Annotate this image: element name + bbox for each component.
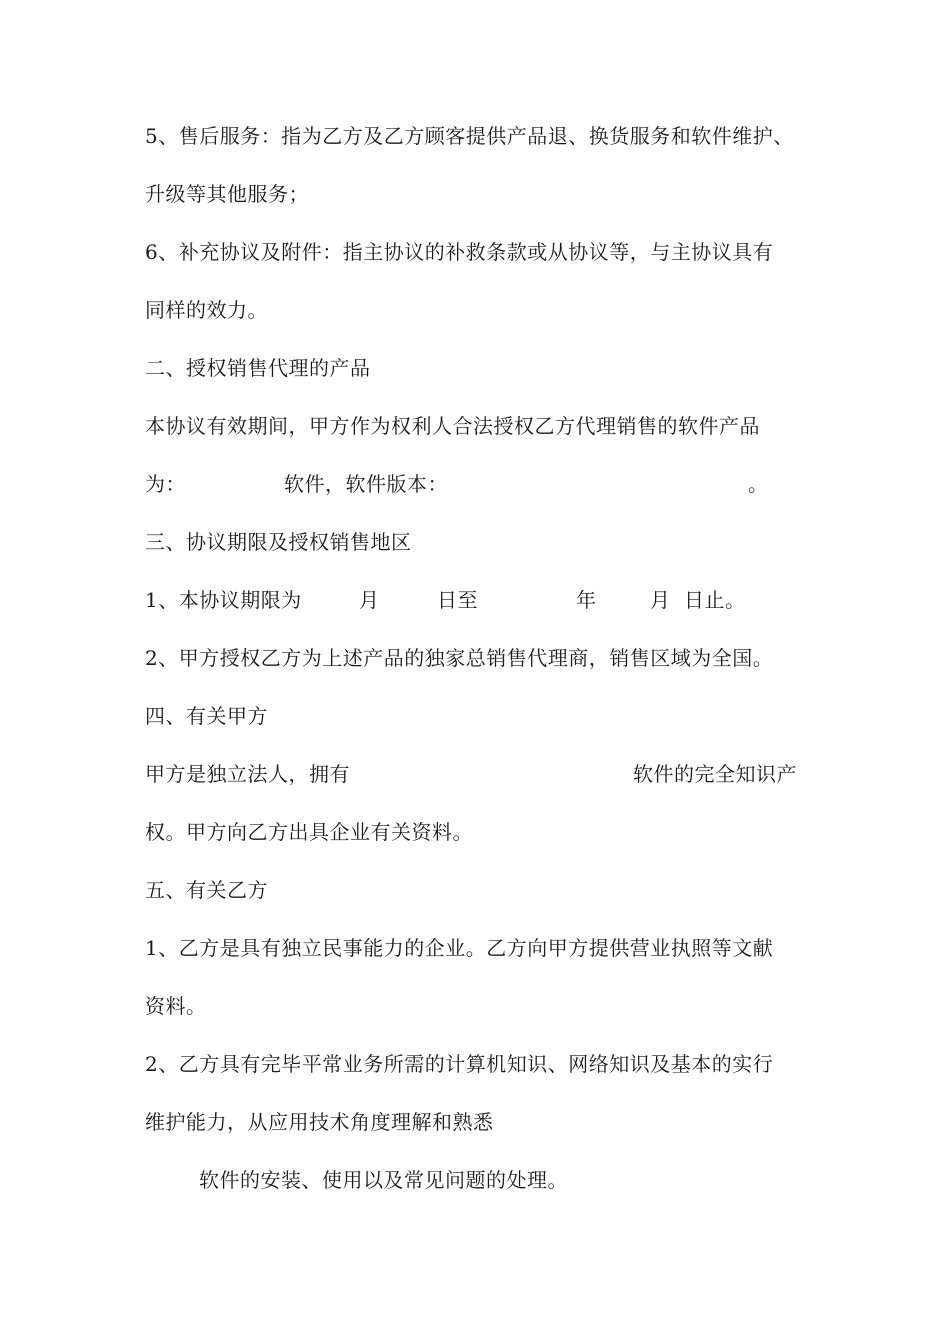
paragraph-line-party-b-2: 2、乙方具有完毕平常业务所需的计算机知识、网络知识及基本的实行 <box>145 1052 774 1076</box>
section-heading-party-a: 四、有关甲方 <box>145 704 268 728</box>
paragraph-line-region: 2、甲方授权乙方为上述产品的独家总销售代理商，销售区域为全国。 <box>145 646 774 670</box>
term-month-2: 月 <box>650 588 671 612</box>
paragraph-line-after-sales-cont: 升级等其他服务； <box>145 182 309 206</box>
section-heading-products: 二、授权销售代理的产品 <box>145 356 371 380</box>
paragraph-line-supplement: 6、补充协议及附件：指主协议的补救条款或从协议等，与主协议具有 <box>145 240 774 264</box>
term-day-2: 日止。 <box>684 588 746 612</box>
paragraph-line-party-b-2-cont: 维护能力，从应用技术角度理解和熟悉 <box>145 1110 494 1134</box>
term-prefix: 1、本协议期限为 <box>145 588 302 612</box>
product-period: 。 <box>748 472 769 496</box>
term-day-1: 日至 <box>437 588 478 612</box>
product-software-label: 软件，软件版本： <box>284 472 448 496</box>
paragraph-line-supplement-cont: 同样的效力。 <box>145 298 268 322</box>
paragraph-line-after-sales: 5、售后服务：指为乙方及乙方顾客提供产品退、换货服务和软件维护、 <box>145 124 794 148</box>
term-month-1: 月 <box>359 588 380 612</box>
paragraph-line-party-b-1-cont: 资料。 <box>145 994 207 1018</box>
section-heading-term: 三、协议期限及授权销售地区 <box>145 530 412 554</box>
paragraph-line-party-a-cont: 权。甲方向乙方出具企业有关资料。 <box>145 820 473 844</box>
section-heading-party-b: 五、有关乙方 <box>145 878 268 902</box>
product-label: 为： <box>145 472 186 496</box>
paragraph-line-party-b-1: 1、乙方是具有独立民事能力的企业。乙方向甲方提供营业执照等文献 <box>145 936 774 960</box>
term-year-2: 年 <box>576 588 597 612</box>
paragraph-line-authorization: 本协议有效期间，甲方作为权利人合法授权乙方代理销售的软件产品 <box>145 414 760 438</box>
party-a-prefix: 甲方是独立法人，拥有 <box>145 762 350 786</box>
party-a-suffix: 软件的完全知识产 <box>633 762 797 786</box>
paragraph-line-last: 软件的安装、使用以及常见问题的处理。 <box>199 1168 568 1192</box>
